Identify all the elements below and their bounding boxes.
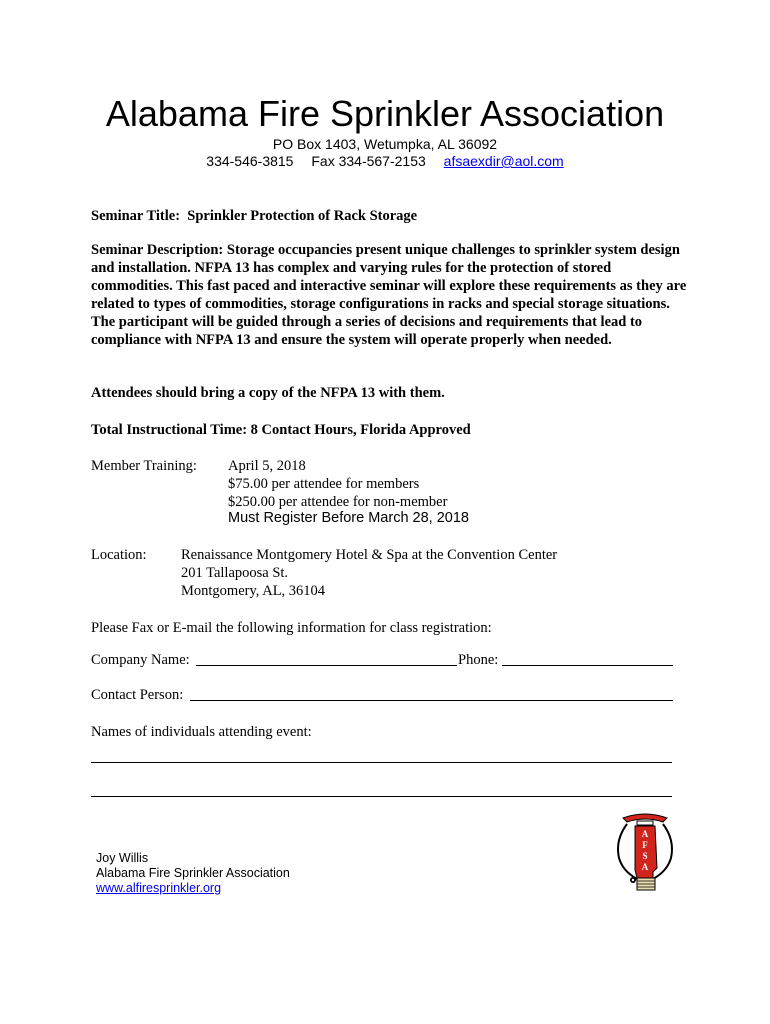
logo-letter-4: A [641,862,649,872]
seminar-title-label: Seminar Title: [91,208,181,224]
header-email-link[interactable]: afsaexdir@aol.com [443,153,564,169]
member-price: $75.00 per attendee for members [228,476,420,492]
header-fax: Fax 334-567-2153 [311,153,426,169]
logo-letter-3: S [642,851,648,861]
location-city: Montgomery, AL, 36104 [181,583,326,599]
afsa-logo [613,810,677,894]
phone-label: Phone: [458,652,499,668]
location-venue: Renaissance Montgomery Hotel & Spa at the Convention Center [181,547,558,563]
footer-org: Alabama Fire Sprinkler Association [96,866,290,880]
seminar-description [91,241,691,349]
attendees-field-line-2[interactable] [91,796,672,797]
seminar-title-line [91,207,417,225]
location-street: 201 Tallapoosa St. [181,565,289,581]
bring-note: Attendees should bring a copy of the NFPA 13 with them. [91,385,445,401]
contact-person-label: Contact Person: [91,687,184,703]
company-name-field[interactable] [196,665,457,666]
instructional-time: Total Instructional Time: 8 Contact Hours, Florida Approved [91,422,471,438]
location-label: Location: [91,547,147,563]
header-address: PO Box 1403, Wetumpka, AL 36092 [272,136,498,152]
footer-name: Joy Willis [96,851,149,865]
phone-field[interactable] [502,665,673,666]
seminar-description-label: Seminar Description: [91,242,224,258]
attendees-label: Names of individuals attending event: [91,724,312,740]
header-contact-line [0,153,770,169]
footer-website-link[interactable]: www.alfiresprinkler.org [96,881,222,895]
training-date: April 5, 2018 [228,458,306,474]
seminar-description-text: Storage occupancies present unique challenges to sprinkler system design and installation. NFPA 13 has complex and varying rules for the protection of stored commodities. This fast paced and interactive seminar will explore these requirements as they are related to types of commodities, storage configurations in racks and special storage situations. The participant will be guided through a series of decisions and requirements that lead to compliance with NFPA 13 and ensure the system will operate properly when needed. [91,242,687,348]
logo-letter-2: F [642,840,648,850]
registration-deadline: Must Register Before March 28, 2018 [228,510,469,526]
logo-letter-1: A [641,829,649,839]
registration-instruction: Please Fax or E-mail the following information for class registration: [91,620,492,636]
seminar-title: Sprinkler Protection of Rack Storage [187,208,418,224]
contact-person-field[interactable] [190,700,673,701]
nonmember-price: $250.00 per attendee for non-member [228,494,448,510]
company-name-label: Company Name: [91,652,190,668]
header-phone: 334-546-3815 [206,153,294,169]
training-label: Member Training: [91,458,197,474]
page-title: Alabama Fire Sprinkler Association [105,93,665,134]
attendees-field-line-1[interactable] [91,762,672,763]
afsa-logo-icon [613,810,677,894]
